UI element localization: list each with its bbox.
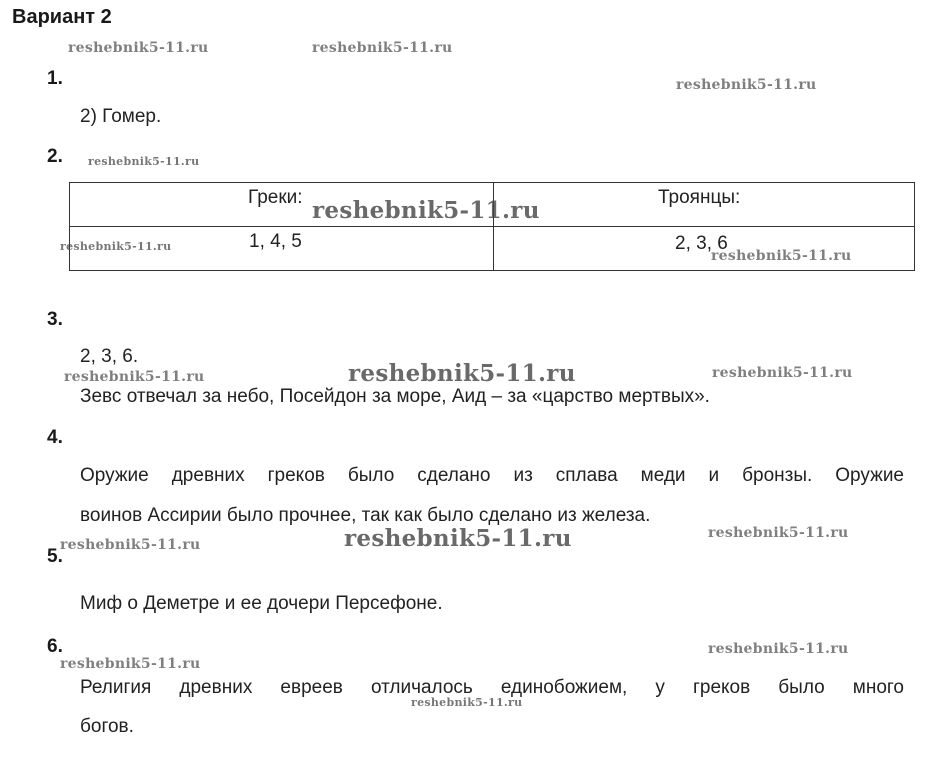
question-number-4: 4.: [47, 427, 63, 448]
watermark: reshebnik5-11.ru: [60, 537, 201, 553]
watermark: reshebnik5-11.ru: [708, 641, 849, 657]
watermark: reshebnik5-11.ru: [64, 369, 205, 385]
watermark: reshebnik5-11.ru: [712, 365, 853, 381]
watermark: reshebnik5-11.ru: [708, 525, 849, 541]
watermark: reshebnik5-11.ru: [344, 525, 572, 552]
watermark: reshebnik5-11.ru: [88, 155, 200, 168]
answer-6-line-2: богов.: [80, 716, 134, 737]
page-title: Вариант 2: [12, 6, 112, 28]
watermark: reshebnik5-11.ru: [676, 77, 817, 93]
watermark: reshebnik5-11.ru: [711, 248, 852, 264]
answer-6-line-1: Религия древних евреев отличалось единобожием, у греков было много: [80, 677, 904, 698]
answer-4-line-2: воинов Ассирии было прочнее, так как было сделано из железа.: [80, 505, 651, 526]
watermark: reshebnik5-11.ru: [68, 40, 209, 56]
header-trojans: Троянцы:: [658, 187, 741, 208]
watermark: reshebnik5-11.ru: [312, 197, 540, 224]
answer-1: 2) Гомер.: [80, 106, 162, 127]
watermark: reshebnik5-11.ru: [411, 696, 523, 709]
answer-4-line-1: Оружие древних греков было сделано из сплава меди и бронзы. Оружие: [80, 465, 904, 486]
value-trojans: 2, 3, 6: [675, 233, 728, 254]
header-greeks: Греки:: [248, 187, 303, 208]
table-header-cell: [494, 183, 915, 227]
question-number-1: 1.: [47, 68, 63, 89]
question-number-3: 3.: [47, 309, 63, 330]
answer-3-text: Зевс отвечал за небо, Посейдон за море, Аид – за «царство мертвых».: [80, 386, 710, 407]
question-number-5: 5.: [47, 546, 63, 567]
question-number-6: 6.: [47, 636, 63, 657]
watermark: reshebnik5-11.ru: [60, 240, 172, 253]
answer-3-numbers: 2, 3, 6.: [80, 346, 139, 367]
watermark: reshebnik5-11.ru: [312, 40, 453, 56]
answer-5: Миф о Деметре и ее дочери Персефоне.: [80, 593, 443, 614]
value-greeks: 1, 4, 5: [249, 231, 302, 252]
watermark: reshebnik5-11.ru: [60, 656, 201, 672]
watermark: reshebnik5-11.ru: [348, 360, 576, 387]
question-number-2: 2.: [47, 146, 63, 167]
